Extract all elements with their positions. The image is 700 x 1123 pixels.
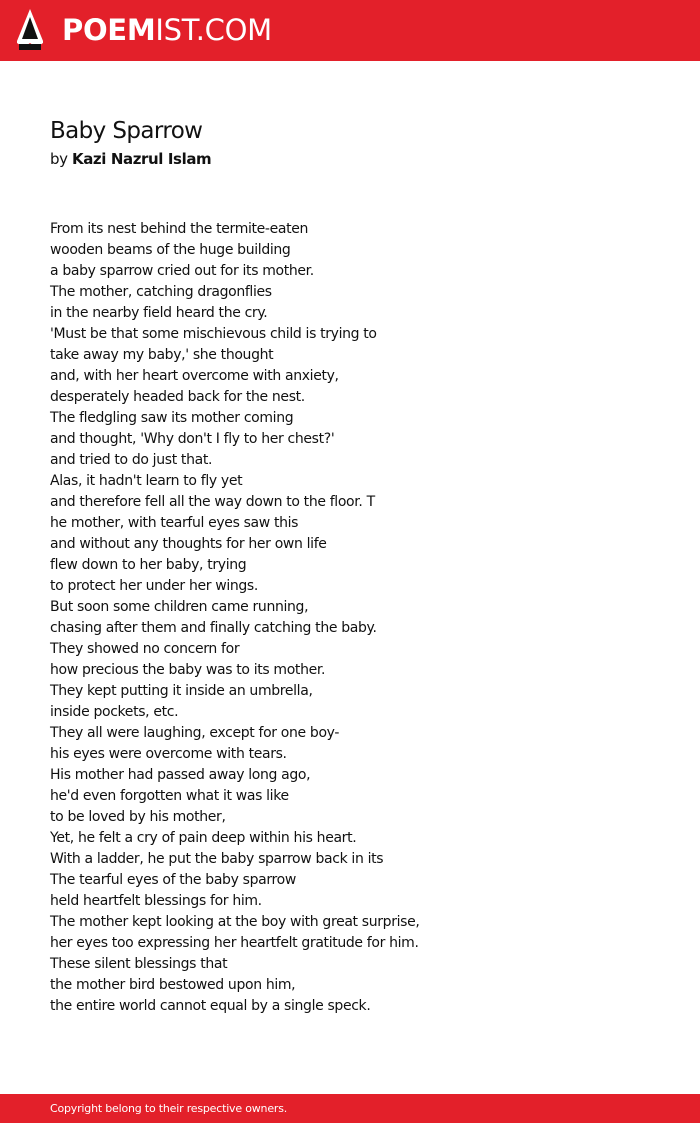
poem-line: to be loved by his mother, bbox=[50, 809, 226, 825]
poem-line: the entire world cannot equal by a single speck. bbox=[50, 998, 371, 1014]
poem-line: and tried to do just that. bbox=[50, 452, 213, 468]
poem-line: to protect her under her wings. bbox=[50, 578, 258, 594]
poem-line: his eyes were overcome with tears. bbox=[50, 746, 287, 762]
poem-line: desperately headed back for the nest. bbox=[50, 389, 305, 405]
poem-line: With a ladder, he put the baby sparrow back in its bbox=[50, 851, 384, 867]
poem-line: flew down to her baby, trying bbox=[50, 557, 247, 573]
poem-line: They showed no concern for bbox=[50, 641, 240, 657]
poem-line: in the nearby field heard the cry. bbox=[50, 305, 268, 321]
poem-line: The mother kept looking at the boy with great surprise, bbox=[50, 914, 420, 930]
poem-line: held heartfelt blessings for him. bbox=[50, 893, 262, 909]
poem-line: These silent blessings that bbox=[50, 956, 228, 972]
poem-line: The mother, catching dragonflies bbox=[50, 284, 272, 300]
poem-line: and therefore fell all the way down to the floor. T bbox=[50, 494, 375, 510]
poem-line: chasing after them and finally catching the baby. bbox=[50, 620, 377, 636]
poem-line: The fledgling saw its mother coming bbox=[50, 410, 294, 426]
poem-line: take away my baby,' she thought bbox=[50, 347, 274, 363]
poem-line: he'd even forgotten what it was like bbox=[50, 788, 289, 804]
poem-line: her eyes too expressing her heartfelt gratitude for him. bbox=[50, 935, 419, 951]
byline bbox=[50, 148, 211, 170]
poem-line: how precious the baby was to its mother. bbox=[50, 662, 326, 678]
poem-line: From its nest behind the termite-eaten bbox=[50, 221, 309, 237]
poem-line: and thought, 'Why don't I fly to her chest?' bbox=[50, 431, 335, 447]
copyright-text: Copyright belong to their respective owners. bbox=[50, 1102, 288, 1115]
site-logo-link[interactable] bbox=[62, 12, 272, 48]
author-name: Kazi Nazrul Islam bbox=[71, 150, 212, 168]
logo-bold-text: POEM bbox=[62, 13, 156, 47]
site-footer bbox=[0, 1094, 700, 1123]
poem-line: 'Must be that some mischievous child is trying to bbox=[50, 326, 377, 342]
poem-line: the mother bird bestowed upon him, bbox=[50, 977, 296, 993]
poem-line: he mother, with tearful eyes saw this bbox=[50, 515, 299, 531]
by-label: by bbox=[50, 150, 68, 168]
site-header bbox=[0, 0, 700, 61]
logo-thin-text: IST.COM bbox=[155, 13, 272, 47]
poem-line: Alas, it hadn't learn to fly yet bbox=[50, 473, 243, 489]
poem-line: The tearful eyes of the baby sparrow bbox=[50, 872, 296, 888]
poem-line: His mother had passed away long ago, bbox=[50, 767, 311, 783]
poem-body bbox=[50, 219, 650, 1017]
poem-title: Baby Sparrow bbox=[50, 118, 203, 144]
poem-line: inside pockets, etc. bbox=[50, 704, 179, 720]
pencil-icon bbox=[17, 9, 43, 51]
poem-line: and, with her heart overcome with anxiety, bbox=[50, 368, 339, 384]
poem-line: a baby sparrow cried out for its mother. bbox=[50, 263, 314, 279]
poem-line: They kept putting it inside an umbrella, bbox=[50, 683, 313, 699]
poem-line: wooden beams of the huge building bbox=[50, 242, 291, 258]
poem-line: Yet, he felt a cry of pain deep within his heart. bbox=[50, 830, 357, 846]
poem-line: They all were laughing, except for one boy- bbox=[50, 725, 340, 741]
poem-line: But soon some children came running, bbox=[50, 599, 309, 615]
poem-line: and without any thoughts for her own life bbox=[50, 536, 327, 552]
